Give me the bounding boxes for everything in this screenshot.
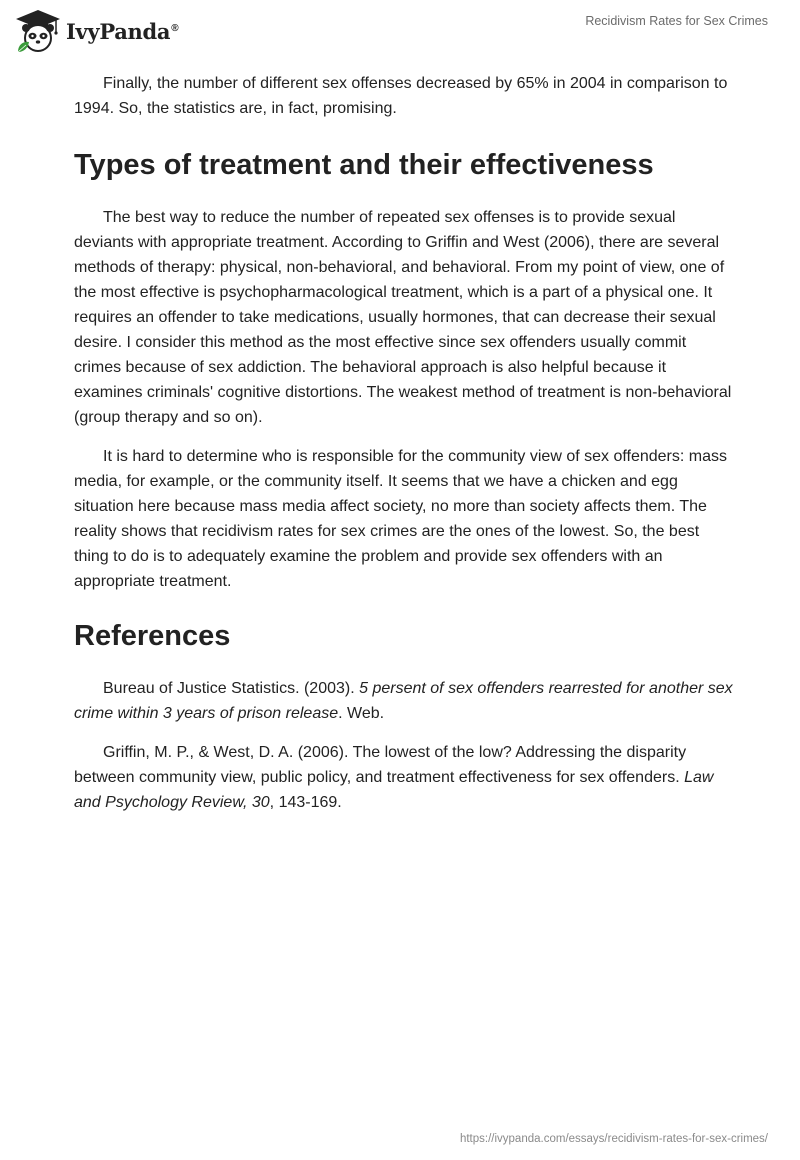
reference-journal: Law and Psychology Review, 30 <box>74 769 714 811</box>
community-view-paragraph: It is hard to determine who is responsible for the community view of sex offenders: mass media, for example, or the community itself. It seems that we have a chicken and egg situation here because mass media affect society, no more than society affects them. The reality shows that recidivism rates for sex crimes are the ones of the lowest. So, the best thing to do is to adequately examine the problem and provide sex offenders with an appropriate treatment. <box>74 448 727 590</box>
section-heading-treatment: Types of treatment and their effectiveness <box>74 149 654 181</box>
reference-entry: Bureau of Justice Statistics. (2003). 5 persent of sex offenders rearrested for another sex crime within 3 years of prison release. Web. <box>74 680 733 722</box>
treatment-paragraph: The best way to reduce the number of repeated sex offenses is to provide sexual deviants with appropriate treatment. According to Griffin and West (2006), there are several methods of therapy: physical, non-behavioral, and behavioral. From my point of view, one of the most effective is psychopharmacological treatment, which is a part of a physical one. It requires an offender to take medications, usually hormones, that can decrease their sexual desire. I consider this method as the most effective since sex offenders usually commit crimes because of sex addiction. The behavioral approach is also helpful because it examines criminals' cognitive distortions. The weakest method of treatment is non-behavioral (group therapy and so on). <box>74 209 732 426</box>
reference-title: 5 persent of sex offenders rearrested for another sex crime within 3 years of prison release <box>74 680 733 722</box>
reference-entry: Griffin, M. P., & West, D. A. (2006). The lowest of the low? Addressing the disparity between community view, public policy, and treatment effectiveness for sex offenders. Law and Psychology Review, 30, 143-169. <box>74 744 714 811</box>
intro-paragraph: Finally, the number of different sex offenses decreased by 65% in 2004 in comparison to 1994. So, the statistics are, in fact, promising. <box>74 75 728 117</box>
panda-graduation-cap-icon <box>14 8 62 54</box>
section-heading-references: References <box>74 620 231 652</box>
essay-content <box>74 71 734 829</box>
page-header <box>0 0 800 60</box>
brand-name: IvyPanda® <box>66 18 179 44</box>
ivypanda-logo[interactable] <box>14 8 178 54</box>
running-title: Recidivism Rates for Sex Crimes <box>585 14 768 28</box>
footer-source-url[interactable]: https://ivypanda.com/essays/recidivism-rates-for-sex-crimes/ <box>459 1133 768 1145</box>
